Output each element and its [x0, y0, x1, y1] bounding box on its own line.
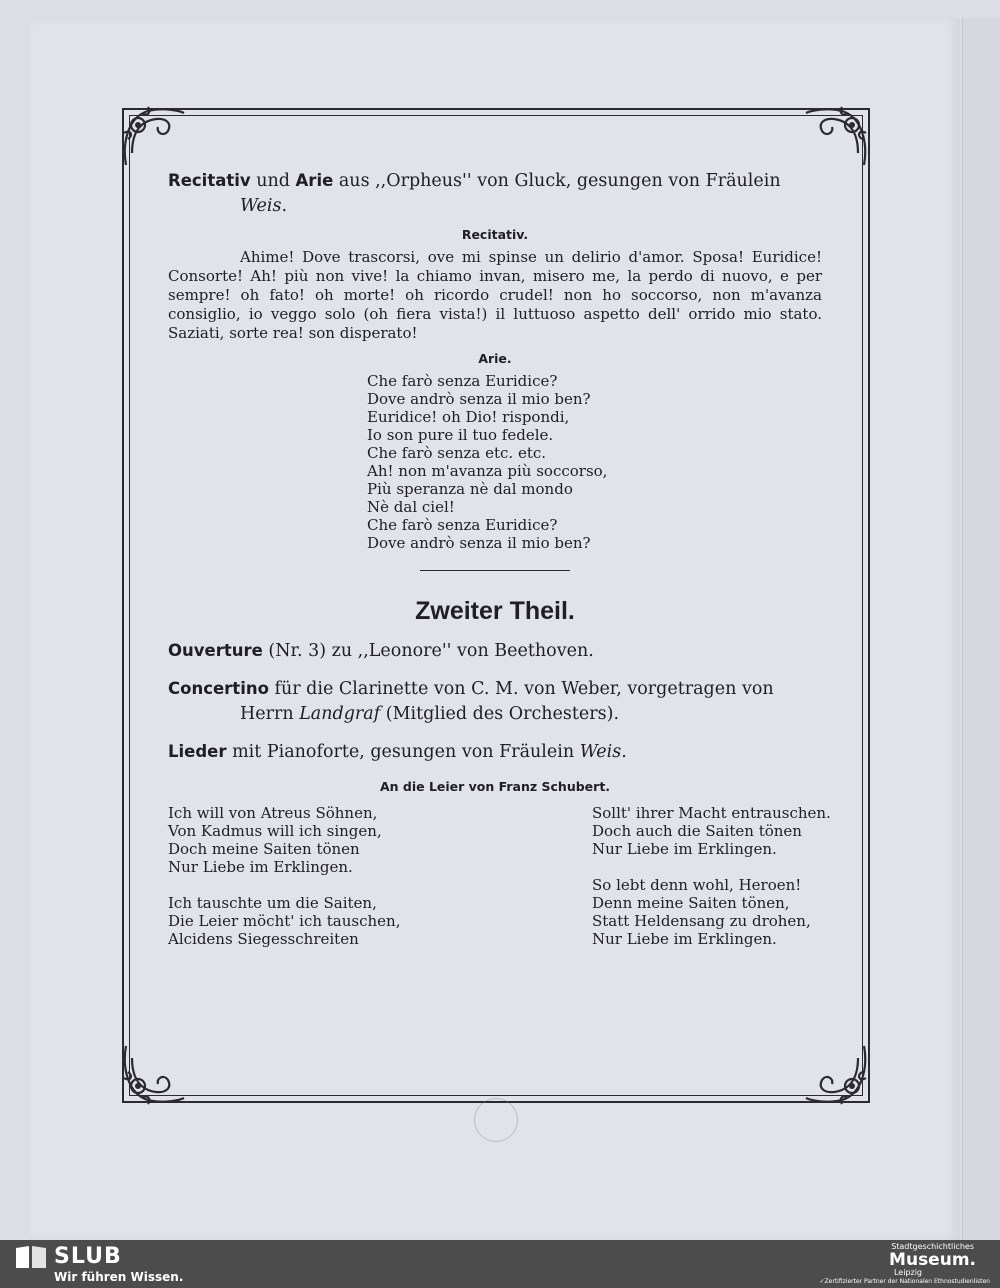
- museum-city: Leipzig: [893, 1268, 922, 1277]
- slub-tagline: Wir führen Wissen.: [54, 1270, 184, 1284]
- song-lyrics: [168, 804, 831, 948]
- aria-verse: [367, 372, 822, 552]
- museum-label-top: Stadtgeschichtliches: [891, 1242, 974, 1251]
- lyric-line: Ich tauschte um die Saiten,: [168, 894, 377, 912]
- item-text-lieder: mit Pianoforte, gesungen von Fräulein: [226, 742, 580, 762]
- aria-line: Io son pure il tuo fedele.: [367, 426, 554, 444]
- lyric-line: So lebt denn wohl, Heroen!: [592, 876, 802, 894]
- lyric-line: Doch meine Saiten tönen: [168, 840, 360, 858]
- slub-logo-text[interactable]: SLUB: [54, 1244, 122, 1269]
- performer-name: Landgraf: [299, 704, 381, 724]
- slub-book-icon: [14, 1244, 48, 1270]
- corner-ornament-top-left-icon: [118, 103, 188, 173]
- aria-line: Euridice! oh Dio! rispondi,: [367, 408, 570, 426]
- lyric-line: Denn meine Saiten tönen,: [592, 894, 790, 912]
- aria-line: Che farò senza Euridice?: [367, 516, 558, 534]
- lyric-line: Nur Liebe im Erklingen.: [592, 840, 777, 858]
- lyric-line: Sollt' ihrer Macht entrauschen.: [592, 804, 831, 822]
- lyric-line: Die Leier möcht' ich tauschen,: [168, 912, 401, 930]
- heading-bold-arie: Arie: [295, 171, 334, 190]
- aria-line: Ah! non m'avanza più soccorso,: [367, 462, 608, 480]
- recitativ-label: Recitativ.: [461, 227, 529, 242]
- song-title: An die Leier von Franz Schubert.: [379, 779, 611, 794]
- lyric-line: Ich will von Atreus Söhnen,: [168, 804, 378, 822]
- lyric-line: Statt Heldensang zu drohen,: [592, 912, 811, 930]
- museum-partner-note: ✓Zertifizierter Partner der Nationalen Ethnostudienlisten: [819, 1278, 990, 1285]
- arie-label: Arie.: [478, 351, 512, 366]
- corner-ornament-top-right-icon: [802, 103, 872, 173]
- program-item-concertino: [168, 676, 822, 702]
- lyric-line: Doch auch die Saiten tönen: [592, 822, 802, 840]
- program-item-concertino-line2: [168, 702, 822, 727]
- recitativ-heading-line2: [168, 194, 822, 219]
- aria-line: Nè dal ciel!: [367, 498, 455, 516]
- lyric-line: Nur Liebe im Erklingen.: [592, 930, 777, 948]
- aria-line: Dove andrò senza il mio ben?: [367, 390, 591, 408]
- item-text-orchester: (Mitglied des Orchesters).: [380, 704, 620, 724]
- item-text-herrn: Herrn: [240, 704, 300, 724]
- recitativ-text: Ahime! Dove trascorsi, ove mi spinse un delirio d'amor. Sposa! Euridice! Consorte! Ah! più non vive! la chiamo invan, misero me, la perdo di nuovo, e per sempre! oh fato! oh morte! oh ricordo crudel! non ho soccorso, non m'avanza consiglio, io veggo solo (oh fiera vista!) il luttuoso aspetto dell' orrido mio stato. Saziati, sorte rea! son disperato!: [168, 248, 822, 342]
- heading-text-1: und: [250, 171, 296, 191]
- aria-line: Più speranza nè dal mondo: [367, 480, 573, 498]
- museum-logo-text[interactable]: Museum.: [889, 1250, 976, 1270]
- item-end-lieder: .: [621, 742, 627, 762]
- heading-text-2: aus ,,Orpheus'' von Gluck, gesungen von Fräulein: [333, 171, 781, 191]
- library-stamp: [474, 1098, 518, 1142]
- corner-ornament-bottom-right-icon: [802, 1038, 872, 1108]
- section-divider: [420, 570, 570, 571]
- lyric-line: Nur Liebe im Erklingen.: [168, 858, 353, 876]
- program-item-lieder: [168, 739, 822, 765]
- item-bold-lieder: Lieder: [168, 742, 227, 761]
- heading-end: .: [281, 196, 288, 216]
- lyric-line: Alcidens Siegesschreiten: [168, 930, 359, 948]
- aria-line: Che farò senza etc. etc.: [367, 444, 547, 462]
- corner-ornament-bottom-left-icon: [118, 1038, 188, 1108]
- singer-name-lieder: Weis: [579, 742, 622, 762]
- item-text-concertino: für die Clarinette von C. M. von Weber, vorgetragen von: [268, 679, 774, 699]
- recitativ-heading: [168, 168, 822, 194]
- part-title: Zweiter Theil.: [415, 597, 575, 625]
- program-item-ouverture: [168, 638, 822, 664]
- aria-line: Dove andrò senza il mio ben?: [367, 534, 591, 552]
- heading-bold-recitativ: Recitativ: [168, 171, 251, 190]
- lyric-line: Von Kadmus will ich singen,: [168, 822, 382, 840]
- singer-name: Weis: [240, 196, 282, 216]
- lyrics-right-column: [592, 804, 831, 948]
- item-bold-concertino: Concertino: [168, 679, 269, 698]
- program-content: [168, 168, 831, 948]
- lyrics-left-column: [168, 804, 498, 948]
- adjacent-page-edge: [962, 18, 1000, 1240]
- item-text-ouverture: (Nr. 3) zu ,,Leonore'' von Beethoven.: [262, 641, 594, 661]
- item-bold-ouverture: Ouverture: [168, 641, 263, 660]
- aria-line: Che farò senza Euridice?: [367, 372, 558, 390]
